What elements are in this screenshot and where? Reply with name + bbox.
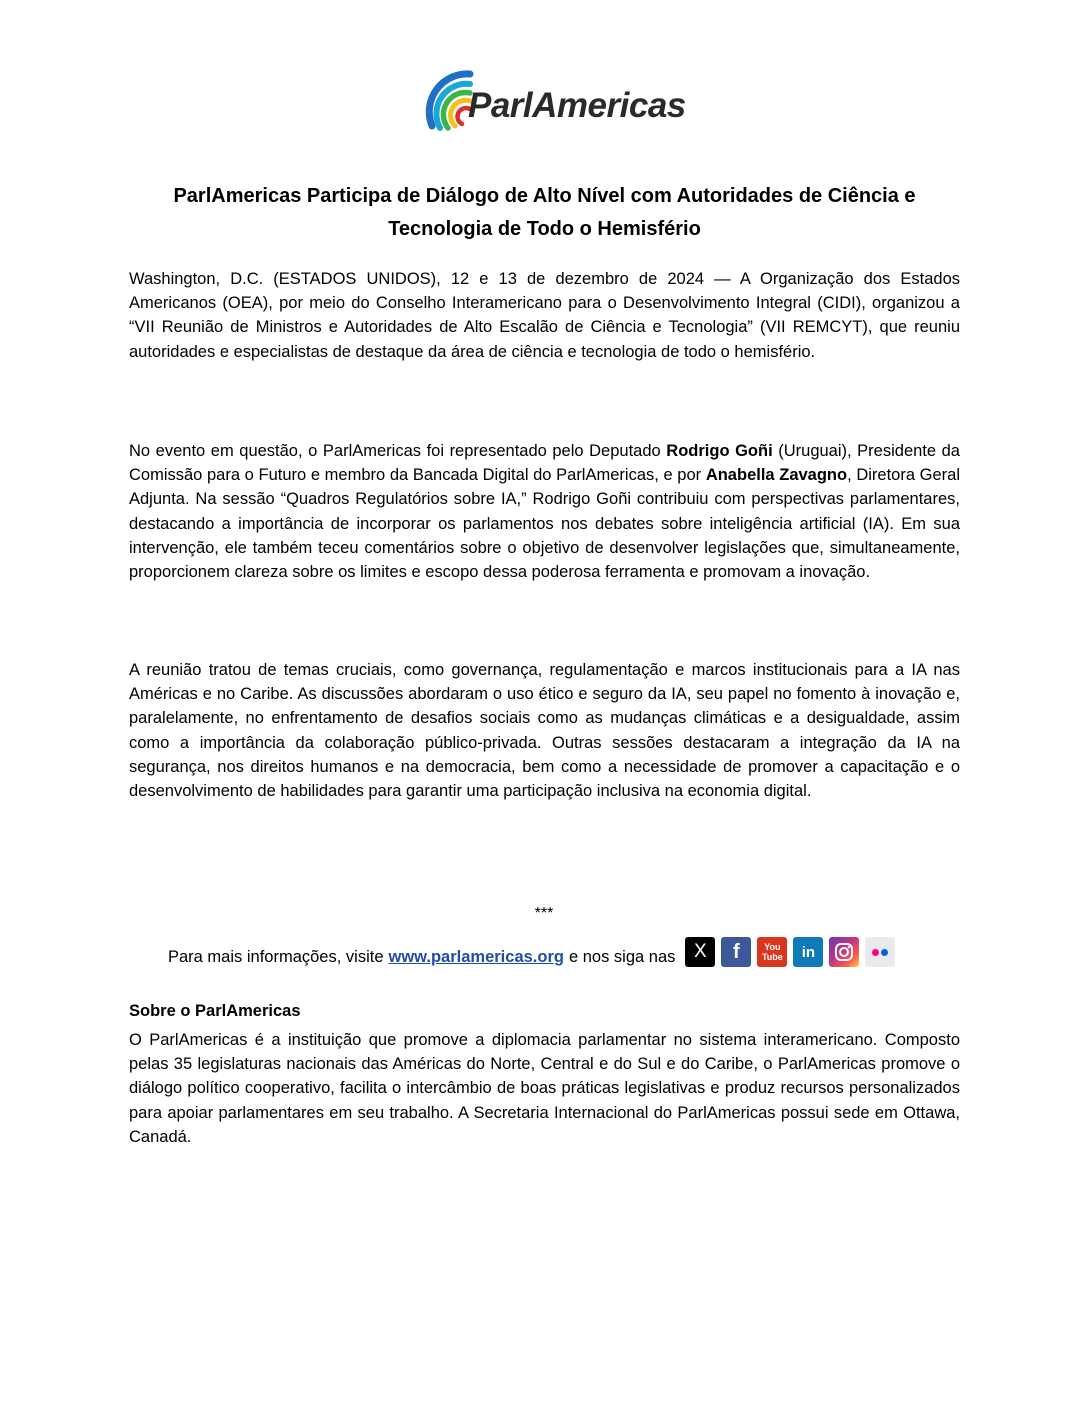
follow-text-after: e nos siga nas [568,948,676,966]
about-paragraph: O ParlAmericas é a instituição que promove a diplomacia parlamentar no sistema interamericano. Composto pelas 35 legislaturas nacionais das Américas do Norte, Central e do Sul e do Caribe, o ParlAmericas promove o diálogo político cooperativo, facilita o intercâmbio de boas práticas legislativas e produz recursos personalizados para apoiar parlamentares em seu trabalho. A Secretaria Internacional do ParlAmericas possui sede em Ottawa, Canadá. [129,1031,960,1146]
social-icons [685,937,895,967]
separator: *** [534,905,554,922]
paragraph-2-text-1: No evento em questão, o ParlAmericas foi representado pelo Deputado [129,442,667,460]
paragraph-1: Washington, D.C. (ESTADOS UNIDOS), 12 e 13 de dezembro de 2024 — A Organização dos Estados Americanos (OEA), por meio do Conselho Interamericano para o Desenvolvimento Integral (CIDI), organizou a “VII Reunião de Ministros e Autoridades de Alto Escalão de Ciência e Tecnologia” (VII REMCYT), que reuniu autoridades e especialistas de destaque da área de ciência e tecnologia de todo o hemisfério. [129,270,960,361]
name-rodrigo-goni: Rodrigo Goñi [666,442,773,460]
about-heading: Sobre o ParlAmericas [129,1002,301,1020]
name-anabella-zavagno: Anabella Zavagno [705,466,848,485]
linkedin-icon[interactable]: in [793,937,823,967]
paragraph-3: A reunião tratou de temas cruciais, como governança, regulamentação e marcos institucionais para a IA nas Américas e no Caribe. As discussões abordaram o uso ético e seguro da IA, seu papel no fomento à inovação e, paralelamente, no enfrentamento de desafios sociais como as mudanças climáticas e a desigualdade, assim como a importância da colaboração público-privada. Outras sessões destacaram a integração da IA na segurança, nos direitos humanos e na democracia, bem como a necessidade de promover a capacitação e o desenvolvimento de habilidades para garantir uma participação inclusiva na economia digital. [129,661,960,801]
title-line-2: Tecnologia de Todo o Hemisfério [388,218,701,240]
title-line-1: ParlAmericas Participa de Diálogo de Alto Nível com Autoridades de Ciência e [173,185,916,207]
paragraph-2-text-3: , Diretora Geral Adjunta. Na sessão “Quadros Regulatórios sobre IA,” Rodrigo Goñi contribuiu com perspectivas parlamentares, destacando a importância de incorporar os parlamentos nos debates sobre inteligência artificial (IA). Em sua intervenção, ele também teceu comentários sobre o objetivo de desenvolver legislações que, simultaneamente, proporcionem clareza sobre os limites e escopo dessa poderosa ferramenta e promovam a inovação. [129,466,961,582]
youtube-icon-text-bottom: Tube [761,952,783,962]
instagram-glyph [834,942,854,962]
parlamericas-logo [412,66,702,148]
instagram-icon[interactable] [829,937,859,967]
paragraph-2-text-2: (Uruguai), Presidente da Comissão para o Futuro e membro da Bancada Digital do ParlAmericas, e por [129,442,960,485]
x-icon[interactable]: X [685,937,715,967]
follow-text-before: Para mais informações, visite [168,948,384,966]
youtube-icon-text-top: You [764,942,781,952]
youtube-icon[interactable] [757,937,787,967]
logo-wordmark: ParlAmericas [468,86,686,125]
flickr-blue-dot [881,949,888,956]
flickr-icon[interactable] [865,937,895,967]
paragraph-2 [129,439,960,584]
page-title [129,180,960,246]
follow-line [168,937,895,967]
flickr-pink-dot [872,949,879,956]
website-link[interactable]: www.parlamericas.org [388,948,564,966]
facebook-icon[interactable]: f [721,937,751,967]
